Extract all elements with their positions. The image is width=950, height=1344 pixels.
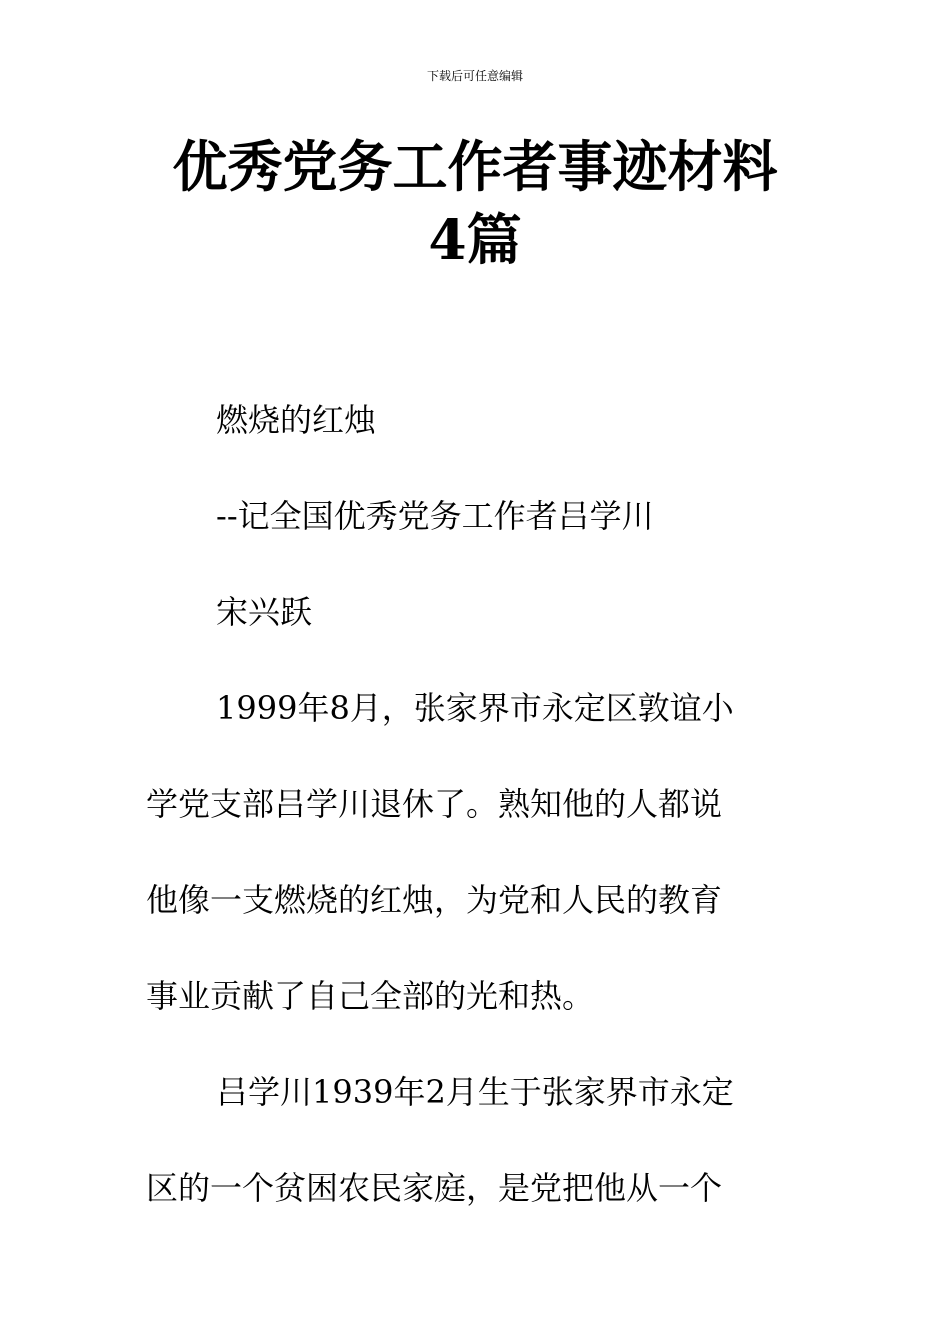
section-subheading: --记全国优秀党务工作者吕学川 (216, 497, 654, 535)
paragraph-line: 学党支部吕学川退休了。熟知他的人都说 (146, 785, 723, 823)
section-heading: 燃烧的红烛 (216, 401, 377, 439)
paragraph-1 (146, 660, 808, 1044)
author-name: 宋兴跃 (216, 593, 313, 631)
title-line-1: 优秀党务工作者事迹材料 (172, 134, 778, 199)
paragraph-line: 吕学川1939年2月生于张家界市永定 (216, 1073, 734, 1111)
document-body (146, 372, 808, 1236)
paragraph-line: 事业贡献了自己全部的光和热。 (146, 977, 595, 1015)
header-note: 下载后可任意编辑 (426, 69, 523, 83)
paragraph-line: 他像一支燃烧的红烛，为党和人民的教育 (146, 881, 723, 919)
paragraph-2 (146, 1044, 808, 1236)
paragraph-line: 1999年8月，张家界市永定区敦谊小 (216, 689, 734, 727)
paragraph-line: 区的一个贫困农民家庭，是党把他从一个 (146, 1169, 723, 1207)
title-line-2: 4篇 (428, 207, 522, 272)
document-title (120, 130, 830, 276)
